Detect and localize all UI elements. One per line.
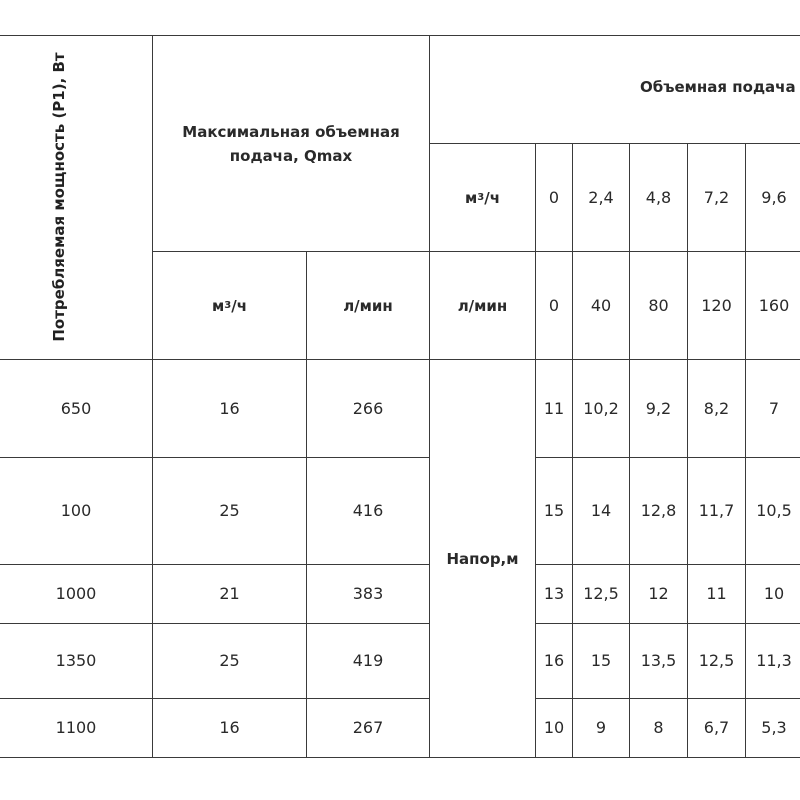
head-cell: 11,3 [756, 651, 792, 670]
head-cell: 12 [648, 584, 669, 603]
head-cell: 8,2 [703, 398, 730, 418]
flow-lmin-cell: 0 [548, 295, 560, 315]
head-cell: 10 [763, 584, 785, 603]
qmax-unit-m3h: м 3 /ч [211, 296, 247, 315]
head-label: Напор,м [446, 549, 519, 568]
flow-lmin-cell: 160 [758, 295, 790, 315]
flow-lmin-cell: 120 [701, 295, 732, 315]
head-cell: 10,2 [583, 398, 619, 418]
qmax-m3h-cell: 16 [219, 718, 240, 737]
head-cell: 16 [543, 651, 565, 670]
qmax-lmin-cell: 266 [352, 398, 384, 418]
head-cell: 13 [543, 584, 565, 603]
head-cell: 13,5 [640, 651, 677, 670]
qmax-lmin-cell: 419 [352, 651, 384, 670]
head-cell: 12,5 [698, 651, 735, 670]
qmax-m3h-cell: 16 [219, 398, 240, 418]
qmax-m3h-cell: 25 [219, 501, 240, 520]
power-header: Потребляемая мощность (P1), Вт [50, 52, 68, 342]
flow-unit-m3h: м 3 /ч [464, 188, 500, 207]
qmax-header-line2: подача, Qmax [229, 146, 353, 165]
head-cell: 5,3 [761, 718, 787, 737]
head-cell: 15 [543, 501, 565, 520]
qmax-m3h-cell: 25 [219, 651, 240, 670]
flow-lmin-cell: 40 [590, 295, 612, 315]
flow-m3h-cell: 2,4 [588, 187, 614, 207]
head-cell: 11 [543, 398, 565, 418]
head-cell: 9,2 [645, 398, 672, 418]
qmax-header [153, 36, 429, 251]
head-cell: 15 [590, 651, 612, 670]
power-cell: 1100 [55, 718, 97, 737]
power-cell: 650 [60, 398, 92, 418]
head-cell: 10,5 [756, 501, 792, 520]
flow-m3h-cell: 0 [548, 187, 560, 207]
qmax-header-line1: Максимальная объемная [182, 122, 400, 141]
head-cell: 14 [590, 501, 612, 520]
power-cell: 1000 [55, 584, 97, 603]
head-cell: 7 [768, 398, 780, 418]
qmax-lmin-cell: 383 [352, 584, 384, 603]
qmax-m3h-cell: 21 [219, 584, 240, 603]
head-cell: 11,7 [698, 501, 735, 520]
qmax-unit-lmin: л/мин [343, 296, 393, 315]
qmax-lmin-cell: 267 [352, 718, 384, 737]
head-cell: 8 [653, 718, 664, 737]
grid-line [0, 757, 800, 758]
power-cell: 100 [60, 501, 92, 520]
flow-lmin-cell: 80 [648, 295, 669, 315]
flow-unit-lmin: л/мин [457, 296, 508, 315]
qmax-lmin-cell: 416 [352, 501, 384, 520]
head-cell: 11 [706, 584, 727, 603]
power-cell: 1350 [55, 651, 97, 670]
flow-m3h-cell: 7,2 [703, 187, 730, 207]
head-cell: 9 [595, 718, 607, 737]
head-cell: 6,7 [703, 718, 730, 737]
head-cell: 10 [543, 718, 565, 737]
flow-m3h-cell: 4,8 [645, 187, 672, 207]
head-cell: 12,5 [583, 584, 619, 603]
head-cell: 12,8 [640, 501, 677, 520]
flow-header: Объемная подача [640, 78, 796, 96]
flow-m3h-cell: 9,6 [761, 187, 787, 207]
